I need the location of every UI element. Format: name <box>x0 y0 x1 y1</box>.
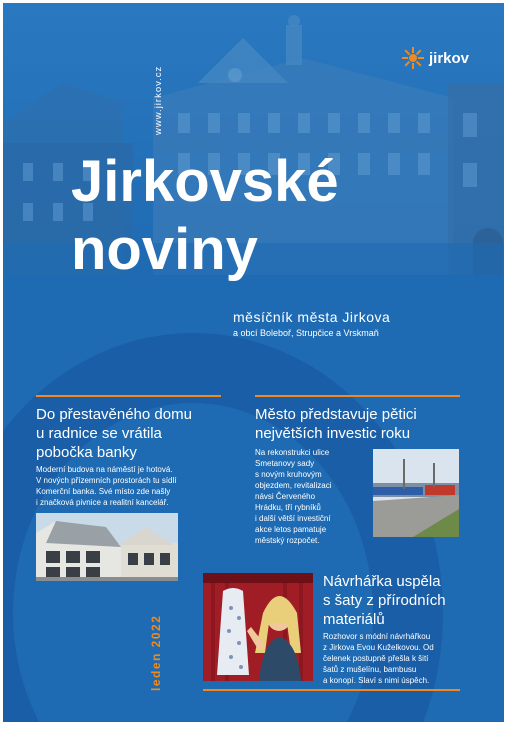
body-line: městský rozpočet. <box>255 536 320 545</box>
article-rule <box>36 395 221 397</box>
designer-photo <box>203 573 313 681</box>
issue-date: leden 2022 <box>149 614 163 691</box>
heading-line: u radnice se vrátila <box>36 425 162 442</box>
body-line: návsi Červeného <box>255 492 316 501</box>
sun-logo-icon <box>401 46 425 70</box>
body-line: Hrádku, tří rybníků <box>255 503 321 512</box>
website-url[interactable]: www.jirkov.cz <box>153 65 164 135</box>
body-line: akce letos pamatuje <box>255 525 327 534</box>
article-designer-heading[interactable] <box>323 572 503 629</box>
masthead-title-line2: noviny <box>71 217 258 282</box>
article-investments-heading[interactable] <box>255 405 485 443</box>
heading-line: s šaty z přírodních <box>323 592 446 609</box>
body-line: čelenek postupně přešla k šití <box>323 654 429 663</box>
article-bank-body <box>36 464 236 508</box>
masthead-subtitle: měsíčník města Jirkova <box>233 309 391 325</box>
body-line: a konopí. Slaví s nimi úspěch. <box>323 676 430 685</box>
heading-line: Do přestavěného domu <box>36 406 192 423</box>
heading-line: Město představuje pětici <box>255 406 417 423</box>
body-line: objezdem, revitalizaci <box>255 481 332 490</box>
masthead-title-line1: Jirkovské <box>71 149 339 214</box>
jirkov-logo <box>401 45 469 71</box>
body-line: s novým kruhovým <box>255 470 322 479</box>
body-line: V nových přízemních prostorách tu sídlí <box>36 476 177 485</box>
masthead-subtitle-small: a obcí Boleboř, Strupčice a Vrskmaň <box>233 328 379 338</box>
body-line: Smetanovy sady <box>255 459 315 468</box>
heading-line: největších investic roku <box>255 425 411 442</box>
heading-line: Návrhářka uspěla <box>323 573 441 590</box>
body-line: Na rekonstrukci ulice <box>255 448 330 457</box>
bank-building-photo <box>36 513 178 581</box>
article-rule <box>203 689 460 691</box>
body-line: i značková pivnice a realitní kancelář. <box>36 498 169 507</box>
body-line: z Jirkova Evou Kuželkovou. Od <box>323 643 434 652</box>
article-investments-body <box>255 447 375 546</box>
body-line: Komerční banka. Své místo zde našly <box>36 487 171 496</box>
roundabout-photo <box>373 449 459 537</box>
body-line: i další větší investiční <box>255 514 331 523</box>
heading-line: materiálů <box>323 611 385 628</box>
body-line: Moderní budova na náměstí je hotová. <box>36 465 173 474</box>
heading-line: pobočka banky <box>36 444 137 461</box>
article-designer-body <box>323 631 503 686</box>
logo-text: jirkov <box>429 49 470 67</box>
article-rule <box>255 395 460 397</box>
article-bank-heading[interactable] <box>36 405 236 462</box>
body-line: Rozhovor s módní návrhářkou <box>323 632 431 641</box>
newspaper-cover <box>3 3 504 722</box>
body-line: šatů z mušelínu, bambusu <box>323 665 417 674</box>
